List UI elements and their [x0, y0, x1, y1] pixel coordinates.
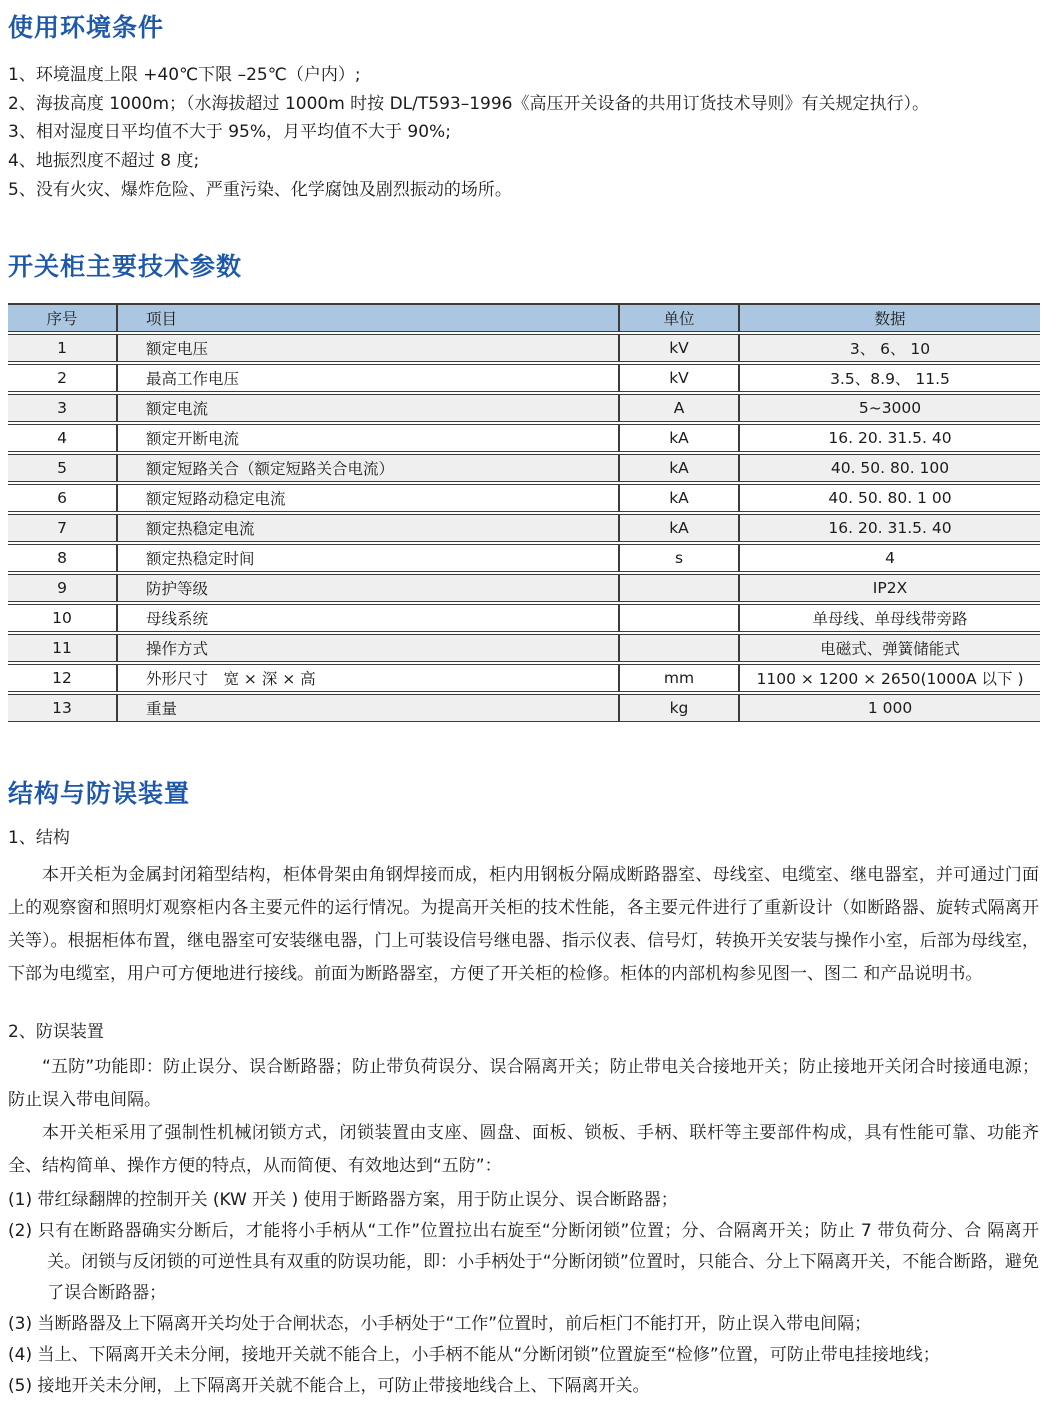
table-row: [8, 484, 1040, 512]
cell-no: 4: [8, 424, 118, 452]
cell-value: 电磁式、弹簧储能式: [740, 634, 1040, 662]
table-row: [8, 334, 1040, 362]
env-condition-item: 5、没有火灾、爆炸危险、严重污染、化学腐蚀及剧烈振动的场所。: [8, 179, 512, 200]
table-row: [8, 364, 1040, 392]
table-row: [8, 394, 1040, 422]
environment-conditions-list: [8, 61, 1039, 205]
interlock-item: (1) 带红绿翻牌的控制开关 (KW 开关 ) 使用于断路器方案，用于防止误分、误合断路器；: [8, 1190, 678, 1211]
cell-unit: [620, 604, 740, 632]
cell-item: 防护等级: [118, 574, 620, 602]
cell-item: 额定开断电流: [118, 424, 620, 452]
cell-item: 额定电流: [118, 394, 620, 422]
cell-item: 额定热稳定电流: [118, 514, 620, 542]
cell-no: 8: [8, 544, 118, 572]
cell-no: 13: [8, 694, 118, 722]
env-condition-item: 3、相对湿度日平均值不大于 95%，月平均值不大于 90%;: [8, 122, 451, 143]
cell-no: 2: [8, 364, 118, 392]
cell-value: 3、 6、 10: [740, 334, 1040, 362]
cell-item: 额定电压: [118, 334, 620, 362]
cell-no: 9: [8, 574, 118, 602]
cell-value: 5~3000: [740, 394, 1040, 422]
cell-value: 16. 20. 31.5. 40: [740, 424, 1040, 452]
cell-no: 6: [8, 484, 118, 512]
cell-no: 1: [8, 334, 118, 362]
cell-value: 1100 × 1200 × 2650(1000A 以下 ): [740, 664, 1040, 692]
table-row: [8, 574, 1040, 602]
interlock-item: (3) 当断路器及上下隔离开关均处于合闸状态，小手柄处于“工作”位置时，前后柜门不能打开，防止误入带电间隔；: [8, 1314, 872, 1335]
subsection-structure: 1、结构: [8, 828, 70, 849]
cell-no: 12: [8, 664, 118, 692]
cell-item: 操作方式: [118, 634, 620, 662]
cell-unit: kA: [620, 514, 740, 542]
cell-unit: A: [620, 394, 740, 422]
interlock-item: (4) 当上、下隔离开关未分闸，接地开关就不能合上，小手柄不能从“分断闭锁”位置旋至“检修”位置，可防止带电挂接地线；: [8, 1345, 940, 1366]
table-row: [8, 634, 1040, 662]
cell-item: 母线系统: [118, 604, 620, 632]
cell-unit: kV: [620, 364, 740, 392]
interlock-item: (2) 只有在断路器确实分断后，才能将小手柄从“工作”位置拉出右旋至“分断闭锁”位置；分、合隔离开关；防止 7 带负荷分、合 隔离开关。闭锁与反闭锁的可逆性具有双重的防误功能，即：小手柄处于“分断闭锁”位置时，只能合、分上下隔离开关，不能合断路，避免了误合断路器；: [8, 1221, 1039, 1304]
cell-value: IP2X: [740, 574, 1040, 602]
cell-value: 40. 50. 80. 1 00: [740, 484, 1040, 512]
cell-value: 40. 50. 80. 100: [740, 454, 1040, 482]
table-row: [8, 694, 1040, 722]
cell-no: 11: [8, 634, 118, 662]
cell-item: 最高工作电压: [118, 364, 620, 392]
cell-no: 10: [8, 604, 118, 632]
cell-unit: [620, 634, 740, 662]
cell-value: 16. 20. 31.5. 40: [740, 514, 1040, 542]
cell-item: 额定短路动稳定电流: [118, 484, 620, 512]
section-title-parameters: 开关柜主要技术参数: [8, 251, 243, 281]
table-row: [8, 604, 1040, 632]
cell-no: 5: [8, 454, 118, 482]
cell-unit: kg: [620, 694, 740, 722]
table-row: [8, 514, 1040, 542]
cell-item: 重量: [118, 694, 620, 722]
cell-unit: kA: [620, 454, 740, 482]
cell-item: 外形尺寸 宽 × 深 × 高: [118, 664, 620, 692]
interlock-item: (5) 接地开关未分闸，上下隔离开关就不能合上，可防止带接地线合上、下隔离开关。: [8, 1376, 650, 1397]
section-title-structure: 结构与防误装置: [8, 779, 191, 809]
subsection-interlock: 2、防误装置: [8, 1022, 104, 1043]
cell-item: 额定短路关合（额定短路关合电流）: [118, 454, 620, 482]
env-condition-item: 4、地振烈度不超过 8 度;: [8, 151, 200, 172]
cell-unit: kV: [620, 334, 740, 362]
cell-unit: kA: [620, 484, 740, 512]
col-header-item: 项目: [118, 303, 620, 332]
cell-value: 3.5、8.9、 11.5: [740, 364, 1040, 392]
cell-unit: mm: [620, 664, 740, 692]
env-condition-item: 2、海拔高度 1000m；（水海拔超过 1000m 时按 DL/T593–1996《高压开关设备的共用订货技术导则》有关规定执行）。: [8, 93, 929, 114]
cell-item: 额定热稳定时间: [118, 544, 620, 572]
table-row: [8, 544, 1040, 572]
cell-value: 1 000: [740, 694, 1040, 722]
env-condition-item: 1、环境温度上限 +40℃下限 –25℃（户内）;: [8, 64, 361, 85]
cell-unit: kA: [620, 424, 740, 452]
table-row: [8, 664, 1040, 692]
cell-value: 单母线、单母线带旁路: [740, 604, 1040, 632]
cell-unit: [620, 574, 740, 602]
cell-unit: s: [620, 544, 740, 572]
structure-paragraph: 本开关柜为金属封闭箱型结构，柜体骨架由角钢焊接而成，柜内用钢板分隔成断路器室、母线室、电缆室、继电器室，并可通过门面上的观察窗和照明灯观察柜内各主要元件的运行情况。为提高开关柜的技术性能，各主要元件进行了重新设计（如断路器、旋转式隔离开关等）。根据柜体布置，继电器室可安装继电器，门上可装设信号继电器、指示仪表、信号灯，转换开关安装与操作小室，后部为母线室，下部为电缆室，用户可方便地进行接线。前面为断路器室，方便了开关柜的检修。柜体的内部机构参见图一、图二 和产品说明书。: [8, 865, 1039, 985]
col-header-value: 数据: [740, 303, 1040, 332]
table-header-row: [8, 303, 1040, 332]
cell-no: 3: [8, 394, 118, 422]
section-title-environment: 使用环境条件: [8, 13, 165, 42]
interlock-paragraph-mechanism: 本开关柜采用了强制性机械闭锁方式，闭锁装置由支座、圆盘、面板、锁板、手柄、联杆等主要部件构成，具有性能可靠、功能齐全、结构简单、操作方便的特点，从而简便、有效地达到“五防”：: [8, 1123, 1039, 1177]
table-row: [8, 454, 1040, 482]
table-row: [8, 424, 1040, 452]
cell-no: 7: [8, 514, 118, 542]
tech-params-table: [8, 301, 1040, 724]
col-header-no: 序号: [8, 303, 118, 332]
interlock-items-list: [8, 1185, 1039, 1402]
cell-value: 4: [740, 544, 1040, 572]
interlock-paragraph-wufang: “五防”功能即：防止误分、误合断路器；防止带负荷误分、误合隔离开关；防止带电关合接地开关；防止接地开关闭合时接通电源；防止误入带电间隔。: [8, 1057, 1039, 1111]
col-header-unit: 单位: [620, 303, 740, 332]
